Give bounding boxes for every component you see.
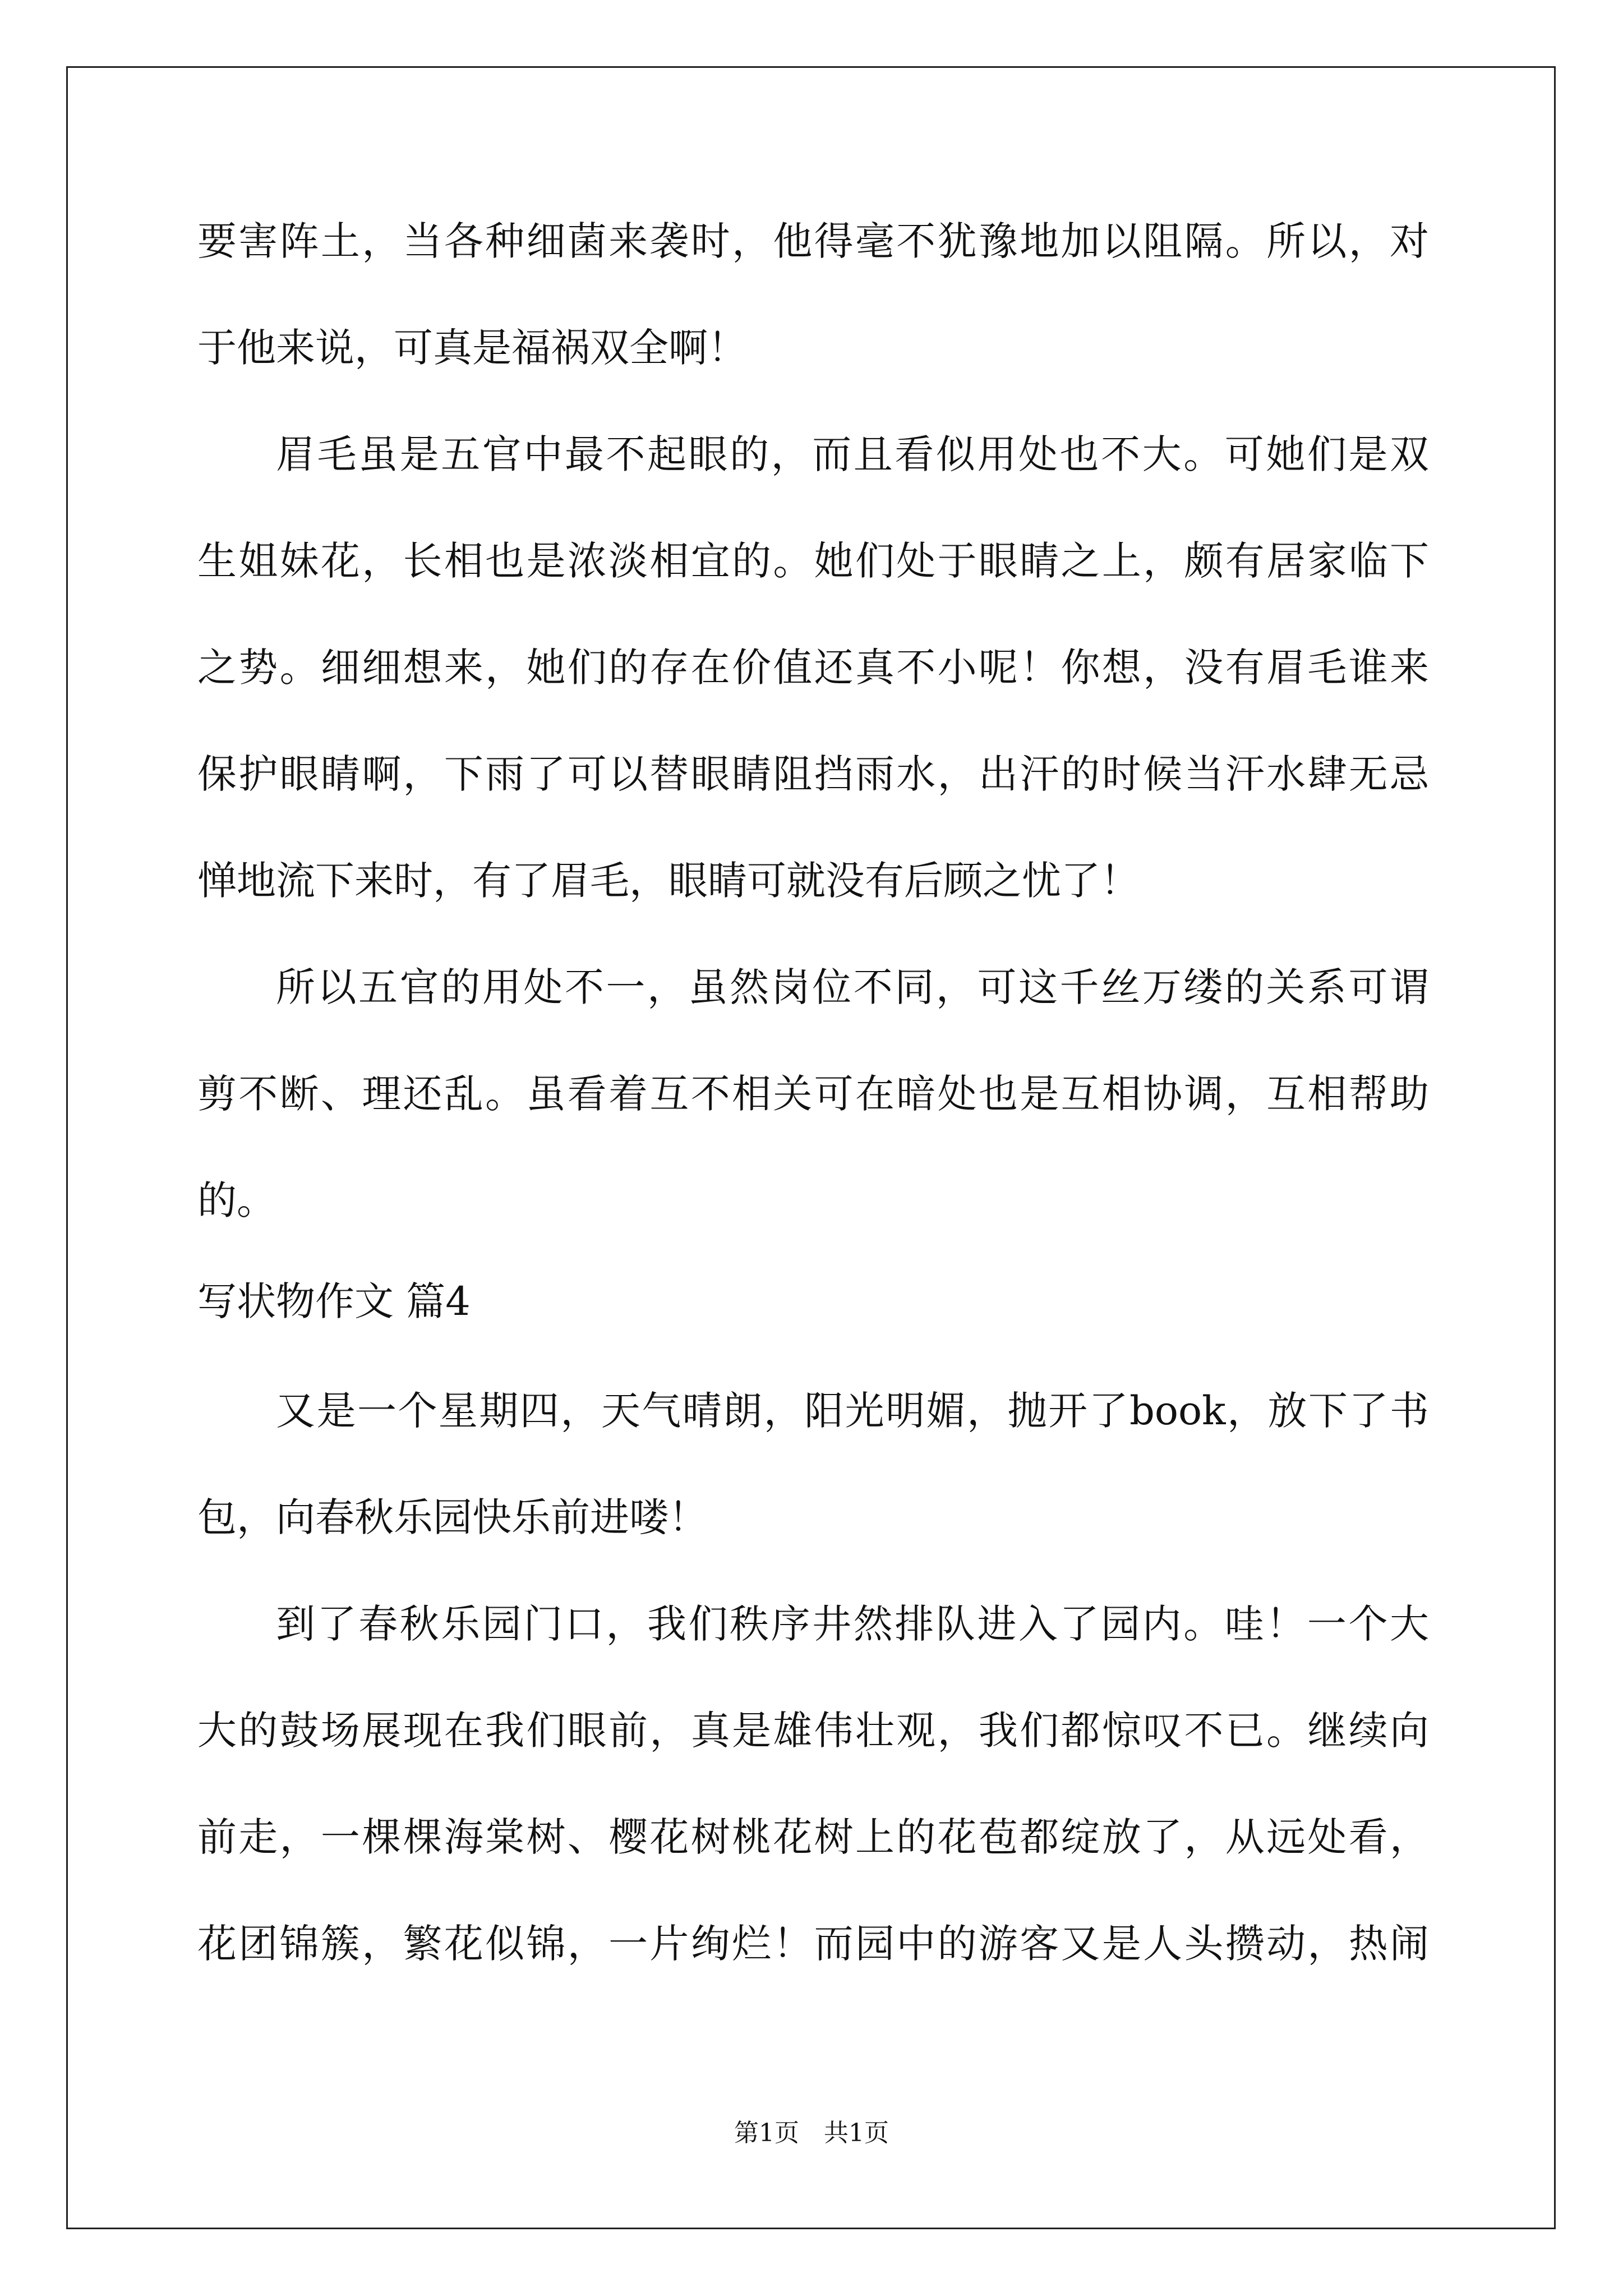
paragraph-line: 大的鼓场展现在我们眼前，真是雄伟壮观，我们都惊叹不已。继续向: [197, 1708, 1429, 1754]
paragraph-line: 惮地流下来时，有了眉毛，眼睛可就没有后顾之忧了！: [197, 858, 1140, 904]
paragraph-line: 保护眼睛啊，下雨了可以替眼睛阻挡雨水，出汗的时候当汗水肆无忌: [197, 751, 1429, 797]
paragraph-line: 所以五官的用处不一，虽然岗位不同，可这千丝万缕的关系可谓: [276, 964, 1429, 1010]
paragraph-line: 要害阵土，当各种细菌来袭时，他得毫不犹豫地加以阻隔。所以，对: [197, 218, 1429, 264]
paragraph-line: 包，向春秋乐园快乐前进喽！: [197, 1494, 708, 1540]
paragraph-line: 花团锦簇，繁花似锦，一片绚烂！而园中的游客又是人头攒动，热闹: [197, 1921, 1429, 1967]
paragraph-line: 于他来说，可真是福祸双全啊！: [197, 325, 747, 371]
paragraph-line: 之势。细细想来，她们的存在价值还真不小呢！你想，没有眉毛谁来: [197, 645, 1429, 691]
paragraph-line: 到了春秋乐园门口，我们秩序井然排队进入了园内。哇！一个大: [276, 1601, 1429, 1647]
section-heading: 写状物作文 篇4: [197, 1278, 471, 1324]
paragraph-line: 前走，一棵棵海棠树、樱花树桃花树上的花苞都绽放了，从远处看，: [197, 1814, 1429, 1860]
paragraph-line: 生姐妹花，长相也是浓淡相宜的。她们处于眼睛之上，颇有居家临下: [197, 538, 1429, 584]
paragraph-line: 的。: [197, 1177, 276, 1223]
paragraph-line: 眉毛虽是五官中最不起眼的，而且看似用处也不大。可她们是双: [276, 431, 1429, 477]
page-border: [66, 66, 1556, 2229]
paragraph-line: 剪不断、理还乱。虽看着互不相关可在暗处也是互相协调，互相帮助: [197, 1071, 1429, 1117]
page-number-footer: 第1页 共1页: [734, 2119, 889, 2147]
paragraph-line: 又是一个星期四，天气晴朗，阳光明媚，抛开了book，放下了书: [276, 1388, 1429, 1434]
